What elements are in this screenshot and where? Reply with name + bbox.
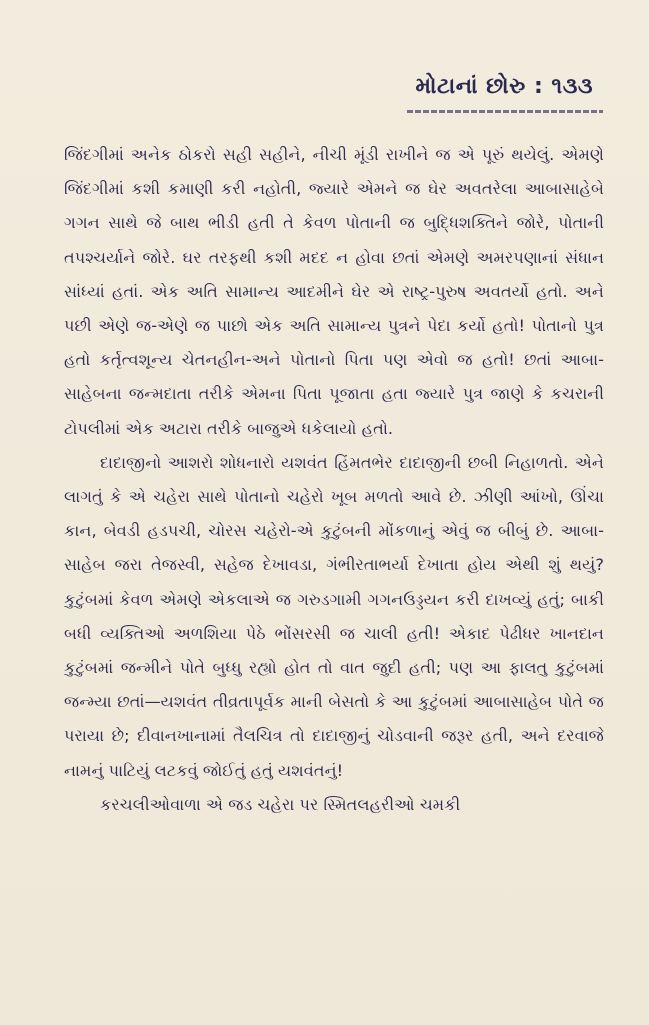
paragraph-3: કરચલીઓવાળા એ જડ ચહેરા પર સ્મિતલહરીઓ ચમકી xyxy=(100,794,461,814)
header-rule xyxy=(407,110,603,113)
paragraph-1: જિંદગીમાં અનેક ઠોકરો સહી સહીને, નીચી મૂંડી રાખીને જ એ પૂરું થયેલું. એમણે જિંદગીમાં કશી કમાણી કરી નહોતી, જ્યારે એમને જ ઘેર અવતરેલા આબાસાહેબે ગગન સાથે જે બાથ ભીડી હતી તે કેવળ પોતાની જ બુદ્ધિશક્તિને જોરે, પોતાની તપશ્ચર્યાને જોરે. ઘર તરફથી કશી મદદ ન હોવા છતાં એમણે અમરપણાનાં સંધાન સાંધ્યાં હતાં. એક અતિ સામાન્ય આદમીને ઘેર એ રાષ્ટ્ર-પુરુષ અવતર્યો હતો. અને પછી એણે જ-એણે જ પાછો એક અતિ સામાન્ય પુત્રને પેદા કર્યો હતો! પોતાનો પુત્ર હતો કર્તૃત્વશૂન્ય ચેતનહીન-અને પોતાનો પિતા પણ એવો જ હતો! છતાં આબા-સાહેબના જન્મદાતા તરીકે એમના પિતા પૂજાતા હતા જ્યારે પુત્ર જાણે કે કચરાની ટોપલીમાં એક અટારા તરીકે બાજુએ ધકેલાયો હતો. xyxy=(64,145,604,438)
body-text xyxy=(64,138,604,822)
running-header: મોટાનાં છોરુ : ૧૩૩ xyxy=(415,74,593,99)
paragraph-2: દાદાજીનો આશરો શોધનારો યશવંત હિંમતભેર દાદાજીની છબી નિહાળતો. એને લાગતું કે એ ચહેરા સાથે પોતાનો ચહેરો ખૂબ મળતો આવે છે. ઝીણી આંખો, ઊંચા કાન, બેવડી હડપચી, ચોરસ ચહેરો-એ કુટુંબની મોંકળાનું એવું જ બીબું છે. આબા-સાહેબ જરા તેજસ્વી, સહેજ દેખાવડા, ગંભીરતાભર્યા દેખાતા હોય એથી શું થયું? કુટુંબમાં કેવળ એમણે એકલાએ જ ગરુડગામી ગગનઉડ્ડયન કરી દાખવ્યું હતું; બાકી બધી વ્યક્તિઓ અળશિયા પેઠે ભોંસરસી જ ચાલી હતી! એકાદ પેઢીધર ખાનદાન કુટુંબમાં જન્મીને પોતે બુધ્ધુ રહ્યો હોત તો વાત જુદી હતી; પણ આ ફાલતુ કુટુંબમાં જન્મ્યા છતાં—યશવંત તીવ્રતાપૂર્વક માની બેસતો કે આ કુટુંબમાં આબાસાહેબ પોતે જ પરાયા છે; દીવાનખાનામાં તૈલચિત્ર તો દાદાજીનું ચોડવાની જરૂર હતી, અને દરવાજે નામનું પાટિયું લટકવું જોઈતું હતું યશવંતનું! xyxy=(64,452,604,780)
